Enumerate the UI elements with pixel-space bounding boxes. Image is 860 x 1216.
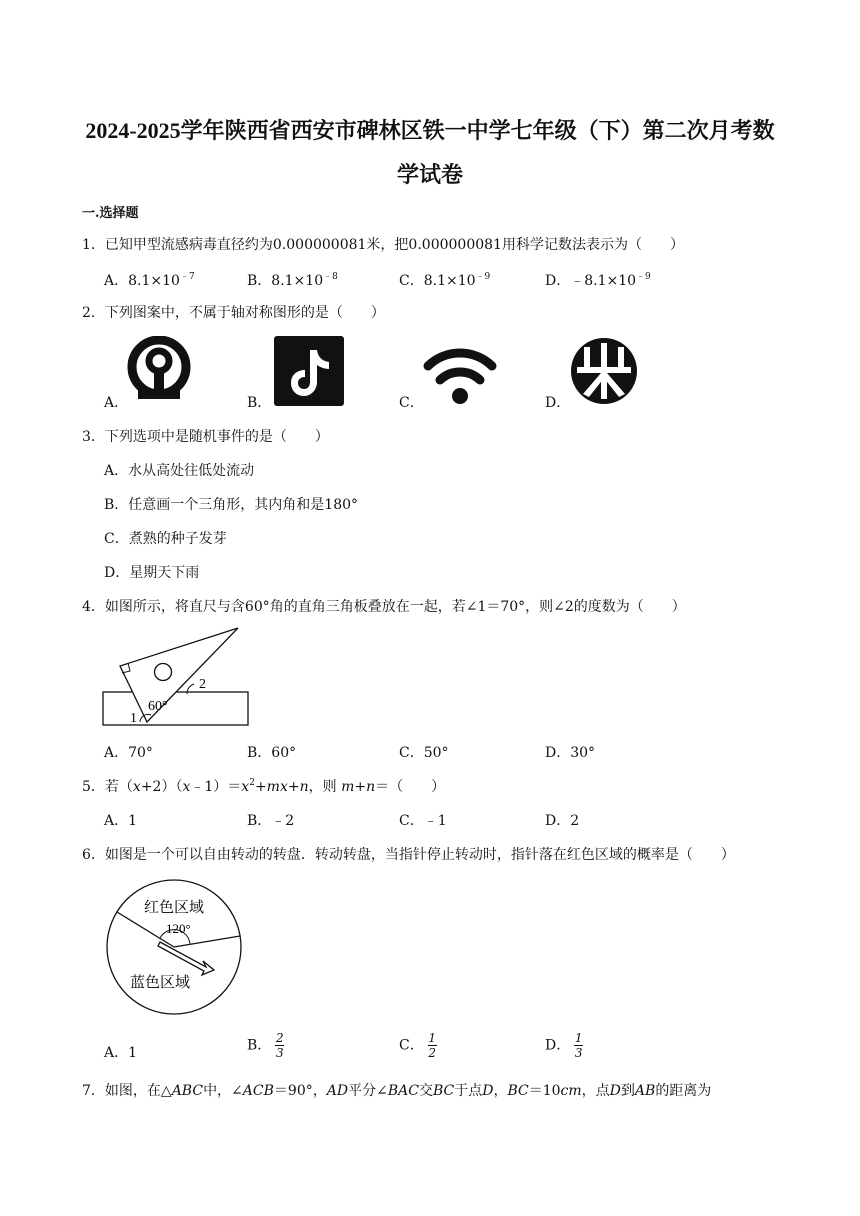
denominator: 3 [275,1046,284,1060]
question-3-option-b[interactable]: B．任意画一个三角形，其内角和是180° [104,497,359,513]
question-1-option-d[interactable] [545,270,651,290]
option-label: C． [399,273,424,289]
option-label: B． [247,1037,272,1054]
question-6-option-a[interactable]: A．1 [104,1045,138,1061]
text-run: +2）（ [140,779,183,795]
question-5-option-c[interactable]: C．﹣1 [399,813,447,829]
text-run: 5．若（ [82,779,133,795]
figure-angle-1-label: 1 [130,711,137,726]
figure-angle-2-label: 2 [199,677,206,692]
question-6-option-d[interactable] [545,1031,583,1060]
question-4-option-d[interactable]: D．30° [545,745,596,761]
question-5-option-d[interactable]: D．2 [545,813,580,829]
question-7-stem [82,1080,711,1100]
option-exponent: ﹣9 [636,272,651,282]
variable-mx: mx [266,779,288,795]
variable-d: D [482,1083,494,1099]
question-2-option-c-label[interactable]: C． [399,395,424,411]
question-1-option-c[interactable] [399,270,490,290]
question-1-option-b[interactable] [247,270,338,290]
question-2-option-b-label[interactable]: B． [247,395,272,411]
question-1-stem: 1．已知甲型流感病毒直径约为0.000000081米，把0.000000081用科学记数法表示为（ ） [82,237,684,253]
option-base: 8.1×10 [128,273,180,289]
variable-x: x [132,779,141,795]
question-3-option-a[interactable]: A．水从高处往低处流动 [104,463,255,479]
text-run: ＝90°， [273,1083,327,1099]
variable-n: n [299,779,309,795]
variable-x: x [241,779,250,795]
question-4-stem: 4．如图所示，将直尺与含60°角的直角三角板叠放在一起，若∠1＝70°，则∠2的度数为（ ） [82,599,686,615]
variable-x: x [182,779,191,795]
fraction [428,1031,437,1060]
ruler-triangle-figure [100,624,250,728]
option-base: 8.1×10 [271,273,324,289]
variable-bc: BC [507,1083,529,1099]
text-run: 交 [418,1083,433,1099]
question-1-option-a[interactable] [104,270,195,290]
question-6-option-b[interactable] [247,1031,284,1060]
variable-n: n [366,779,376,795]
variable-acb: ACB [242,1083,274,1099]
text-run: ， [493,1083,508,1099]
variable-bc: BC [432,1083,455,1099]
page-title-line1: 2024-2025学年陕西省西安市碑林区铁一中学七年级（下）第二次月考数 [85,118,775,143]
blue-region-label: 蓝色区域 [130,973,191,991]
question-2-option-d-label[interactable]: D． [545,395,571,411]
fraction [275,1031,284,1060]
numerator: 1 [574,1031,583,1045]
unit-cm: cm [560,1083,582,1099]
option-label: D． [545,273,571,289]
text-run: ＝（ ） [375,779,446,795]
text-run: 的距离为 [655,1083,712,1099]
metro-logo-icon [569,336,639,406]
option-label: C． [399,1037,424,1054]
text-run: ＝10 [528,1083,561,1099]
numerator: 2 [275,1031,284,1045]
variable-ab: AB [634,1083,656,1099]
option-base: ﹣8.1×10 [570,273,637,289]
text-run: ﹣1）＝ [190,779,242,795]
question-4-option-c[interactable]: C．50° [399,745,449,761]
variable-m: m [341,779,355,795]
angle-120-label: 120° [166,921,191,936]
tiktok-logo-icon [274,336,344,406]
text-run: 7．如图，在△ [82,1083,172,1099]
option-label: B． [247,273,272,289]
question-5-stem [82,776,445,796]
fraction [574,1031,583,1060]
text-run: + [354,779,367,795]
question-3-option-d[interactable]: D．星期天下雨 [104,565,200,581]
option-label: A． [104,273,129,289]
text-run: ，点 [581,1083,610,1099]
text-run: 平分∠ [348,1083,388,1099]
text-run: + [287,779,300,795]
wifi-icon [422,344,498,406]
option-exponent: ﹣8 [323,272,338,282]
text-run: 于点 [454,1083,483,1099]
text-run: 到 [620,1083,635,1099]
exponent: 2 [249,778,255,788]
section-heading: 一.选择题 [82,206,139,221]
question-4-option-b[interactable]: B．60° [247,745,297,761]
text-run: 中，∠ [203,1083,243,1099]
question-2-stem: 2．下列图案中，不属于轴对称图形的是（ ） [82,305,385,321]
question-3-option-c[interactable]: C．煮熟的种子发芽 [104,531,227,547]
railway-logo-icon [124,336,194,404]
question-5-option-b[interactable]: B．﹣2 [247,813,295,829]
option-label: D． [545,1037,571,1054]
red-region-label: 红色区域 [144,898,205,916]
variable-ad: AD [326,1083,349,1099]
text-run: ，则 [308,779,342,795]
option-exponent: ﹣9 [475,272,491,282]
variable-bac: BAC [387,1083,419,1099]
numerator: 1 [428,1031,437,1045]
question-6-option-c[interactable] [399,1031,437,1060]
variable-d: D [609,1083,621,1099]
denominator: 3 [574,1046,583,1060]
question-4-option-a[interactable]: A．70° [104,745,153,761]
variable-abc: ABC [171,1083,204,1099]
question-2-option-a-label[interactable]: A． [104,395,129,411]
question-6-stem: 6．如图是一个可以自由转动的转盘．转动转盘，当指针停止转动时，指针落在红色区域的概率是（ ） [82,847,735,863]
spinner-figure [102,876,246,1018]
option-exponent: ﹣7 [179,272,195,282]
text-run: + [254,779,267,795]
page-title-line2: 学试卷 [396,162,463,187]
option-base: 8.1×10 [423,273,476,289]
denominator: 2 [428,1046,437,1060]
figure-angle-60-label: 60° [148,699,168,714]
question-5-option-a[interactable]: A．1 [104,813,138,829]
question-3-stem: 3．下列选项中是随机事件的是（ ） [82,429,329,445]
